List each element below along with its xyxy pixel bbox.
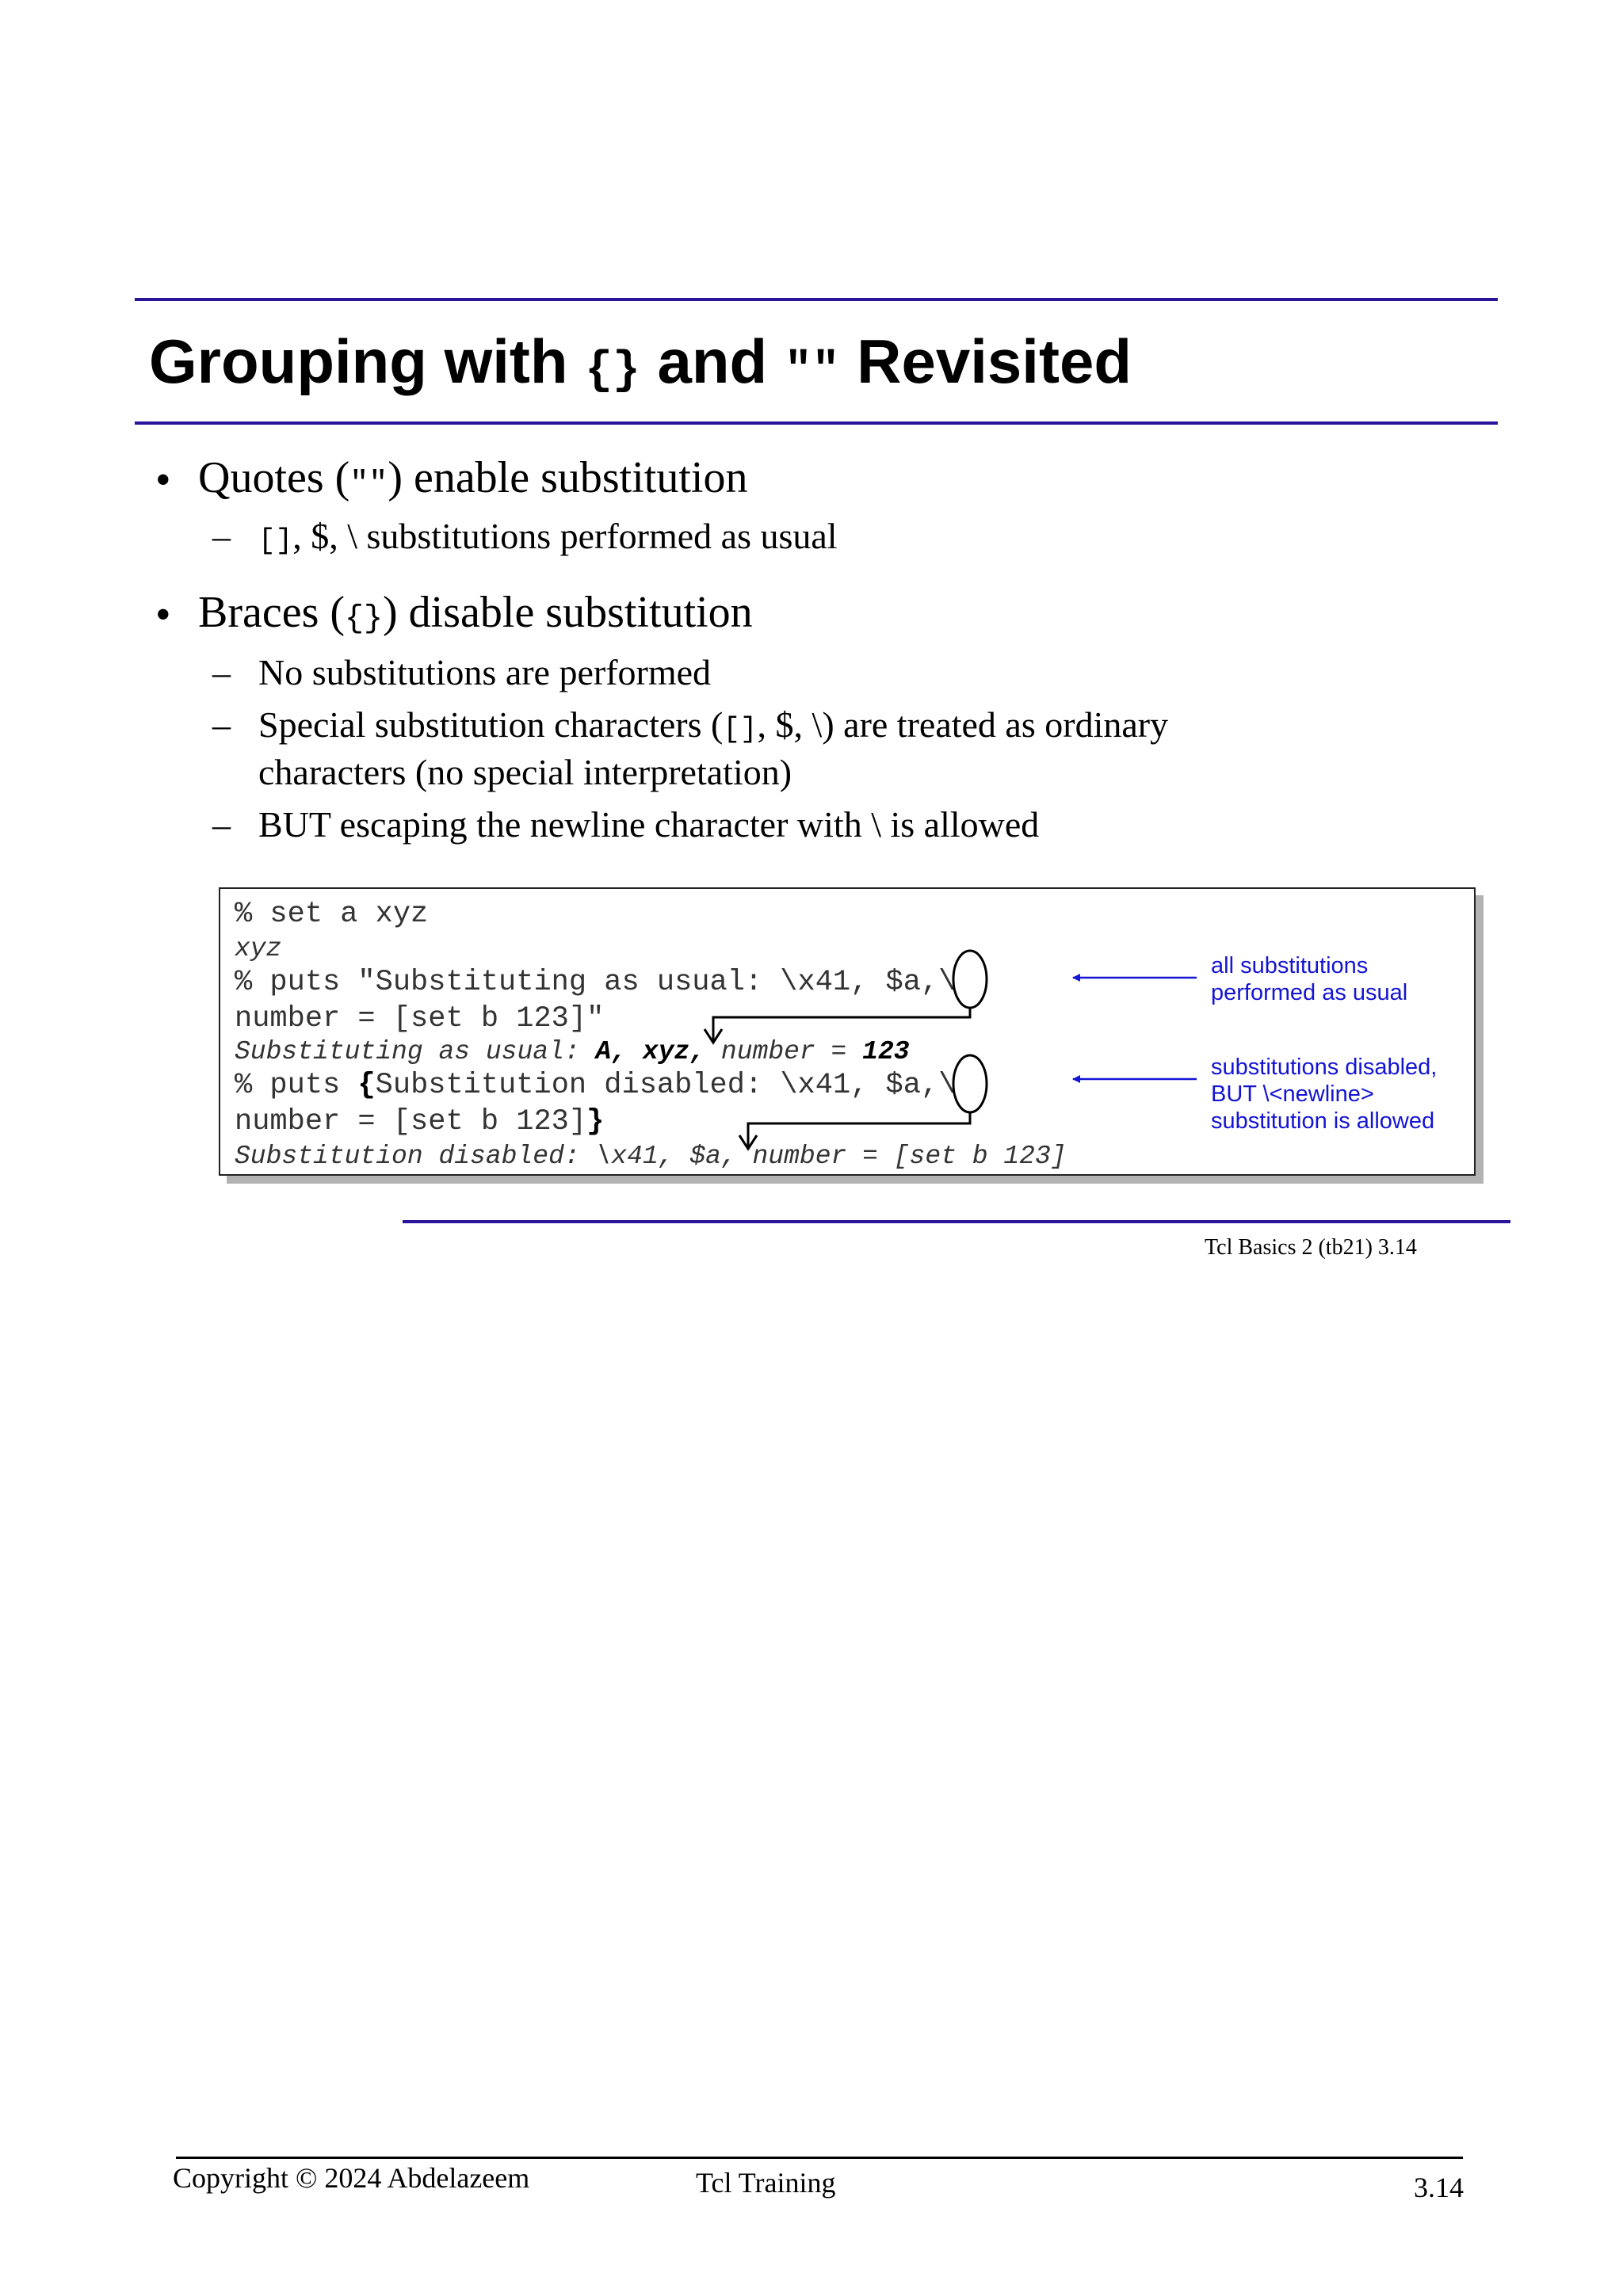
code-line: % puts "Substituting as usual: \x41, $a,\ [235,966,957,999]
code-line: % puts {Substitution disabled: \x41, $a,\ [235,1069,957,1102]
footer-page-number: 3.14 [1414,2172,1464,2203]
sub-bullet-quotes-usual: [], $, \ substitutions performed as usual [258,516,838,557]
footer-rule [176,2157,1463,2159]
sub-bullet-no-substitutions: No substitutions are performed [258,652,712,692]
slide-caption: Tcl Basics 2 (tb21) 3.14 [1205,1235,1417,1260]
code-output-line: Substitution disabled: \x41, $a, number = [set b 123] [235,1142,1067,1171]
annotation-note-usual: all substitutions performed as usual [1211,953,1408,1005]
bullet-marker: • [155,590,171,639]
bullet-braces: Braces ({}) disable substitution [198,588,753,637]
title-bottom-rule [135,421,1498,425]
footer-center-title: Tcl Training [696,2167,836,2199]
code-line: number = [set b 123]" [235,1002,605,1035]
sub-bullet-special-chars-continued: characters (no special interpretation) [258,752,792,792]
sub-bullet-newline-escape: BUT escaping the newline character with \ is allowed [258,804,1040,845]
sub-bullet-marker: – [212,516,231,556]
code-output-line: xyz [235,934,282,963]
page-title: Grouping with {} and "" Revisited [149,326,1132,397]
code-line: number = [set b 123]} [235,1105,605,1138]
code-line: % set a xyz [235,898,429,931]
bullet-quotes: Quotes ("") enable substitution [198,453,748,502]
title-top-rule [135,298,1498,301]
bullet-marker: • [155,456,171,505]
code-output-line: Substituting as usual: A, xyz, number = 123 [235,1037,910,1066]
sub-bullet-special-chars: Special substitution characters ([], $, \) are treated as ordinary [258,704,1169,746]
sub-bullet-marker: – [212,804,231,845]
sub-bullet-marker: – [212,704,231,745]
annotation-note-disabled: substitutions disabled, BUT \<newline> substitution is allowed [1211,1055,1438,1134]
caption-rule [403,1220,1510,1223]
footer-copyright: Copyright © 2024 Abdelazeem [173,2162,530,2194]
sub-bullet-marker: – [212,652,231,692]
